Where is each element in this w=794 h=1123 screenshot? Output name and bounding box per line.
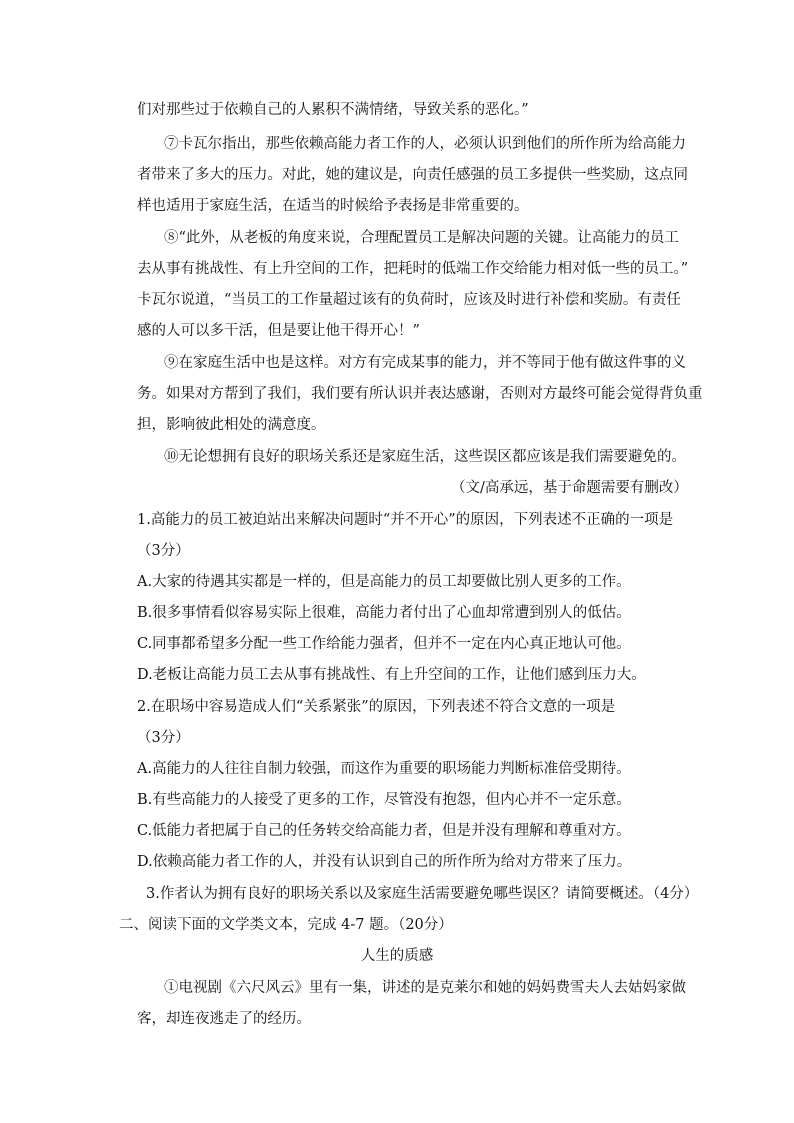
question-1-option-d: D.老板让高能力员工去从事有挑战性、有上升空间的工作，让他们感到压力大。 [137, 667, 646, 683]
paragraph-7-line-1: ⑦卡瓦尔指出，那些依赖高能力者工作的人，必须认识到他们的所作所为给高能力 [164, 136, 686, 152]
paragraph-8-line-1: ⑧“此外，从老板的角度来说，合理配置员工是解决问题的关键。让高能力的员工 [164, 230, 679, 246]
article-paragraph-1-line-1: ①电视剧《六尺风云》里有一集，讲述的是克莱尔和她的妈妈费雪夫人去姑妈家做 [164, 980, 686, 996]
paragraph-8-line-4: 感的人可以多干活，但是要让他干得开心！” [137, 323, 420, 339]
question-2-option-d: D.依赖高能力者工作的人，并没有认识到自己的所作所为给对方带来了压力。 [137, 854, 632, 870]
question-2-stem-line-2: （3分） [137, 730, 190, 746]
article-paragraph-1-line-2: 客，却连夜逃走了的经历。 [137, 1011, 311, 1027]
paragraph-10: ⑩无论想拥有良好的职场关系还是家庭生活，这些误区都应该是我们需要避免的。 [164, 449, 686, 465]
question-1-stem-line-1: 1.高能力的员工被迫站出来解决问题时“并不开心”的原因，下列表述不正确的一项是 [137, 512, 674, 528]
question-2-stem-line-1: 2.在职场中容易造成人们“关系紧张”的原因，下列表述不符合文意的一项是 [137, 699, 616, 715]
article-title: 人生的质感 [360, 948, 434, 964]
question-2-option-c: C.低能力者把属于自己的任务转交给高能力者，但是并没有理解和尊重对方。 [137, 823, 631, 839]
question-1-option-a: A.大家的待遇其实都是一样的，但是高能力的员工却要做比别人更多的工作。 [137, 574, 631, 590]
paragraph-8-line-3: 卡瓦尔说道，“当员工的工作量超过该有的负荷时，应该及时进行补偿和奖励。有责任 [137, 292, 681, 308]
source-note: （文/高承远，基于命题需要有删改） [451, 480, 688, 496]
question-3: 3.作者认为拥有良好的职场关系以及家庭生活需要避免哪些误区？请简要概述。（4分） [146, 886, 699, 902]
paragraph-9-line-2: 务。如果对方帮到了我们，我们要有所认识并表达感谢，否则对方最终可能会觉得背负重 [137, 386, 703, 402]
paragraph-9-line-3: 担，影响彼此相处的满意度。 [137, 417, 326, 433]
question-1-stem-line-2: （3分） [137, 543, 190, 559]
paragraph-7-line-3: 样也适用于家庭生活，在适当的时候给予表扬是非常重要的。 [137, 198, 529, 214]
question-2-option-a: A.高能力的人往往自制力较强，而这作为重要的职场能力判断标准倍受期待。 [137, 761, 631, 777]
question-1-option-c: C.同事都希望多分配一些工作给能力强者，但并不一定在内心真正地认可他。 [137, 636, 631, 652]
paragraph-7-line-2: 者带来了多大的压力。对此，她的建议是，向责任感强的员工多提供一些奖励，这点同 [137, 167, 688, 183]
question-2-option-b: B.有些高能力的人接受了更多的工作，尽管没有抱怨，但内心并不一定乐意。 [137, 792, 631, 808]
paragraph-6-tail: 们对那些过于依赖自己的人累积不满情绪，导致关系的恶化。” [137, 102, 529, 118]
question-1-option-b: B.很多事情看似容易实际上很难，高能力者付出了心血却常遭到别人的低估。 [137, 605, 631, 621]
section-2-heading: 二、阅读下面的文学类文本，完成 4-7 题。（20分） [119, 917, 453, 933]
paragraph-8-line-2: 去从事有挑战性、有上升空间的工作，把耗时的低端工作交给能力相对低一些的员工。” [137, 261, 689, 277]
paragraph-9-line-1: ⑨在家庭生活中也是这样。对方有完成某事的能力，并不等同于他有做这件事的义 [164, 355, 686, 371]
